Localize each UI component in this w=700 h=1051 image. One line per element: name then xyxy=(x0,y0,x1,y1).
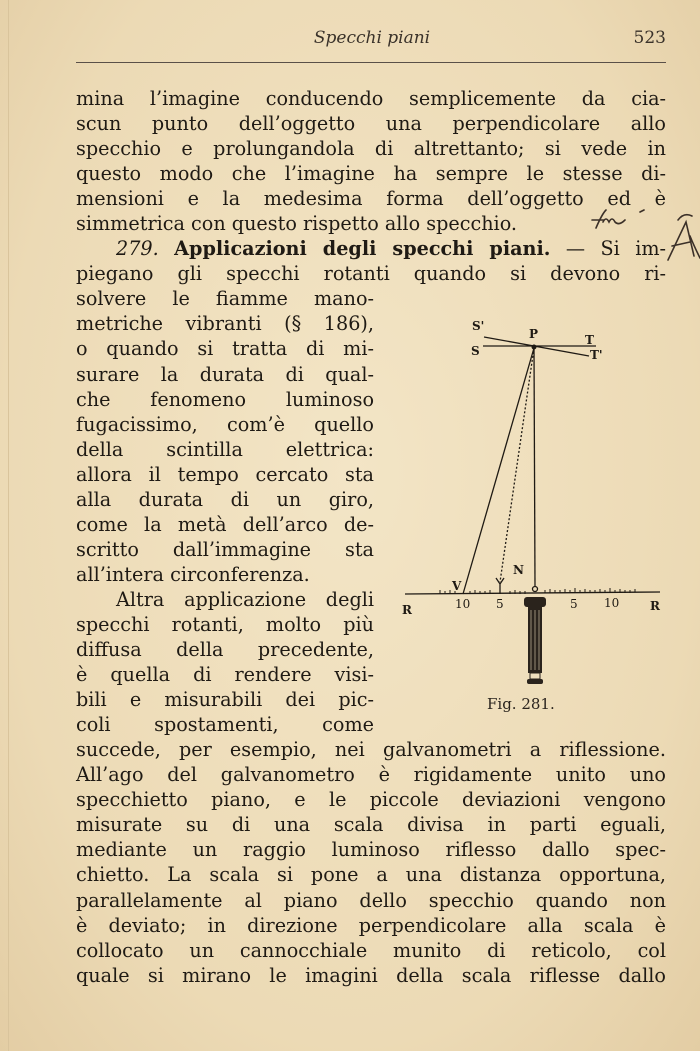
text-line: all’intera circonferenza. xyxy=(76,562,310,586)
text-line: mediante un raggio luminoso riflesso dallo spec- xyxy=(76,838,666,862)
text-line: succede, per esempio, nei galvanometri a riflessione. xyxy=(76,738,666,762)
text-line: specchi rotanti, molto più xyxy=(76,612,374,636)
pivot-point xyxy=(532,345,537,350)
scale-tick-label: 5 xyxy=(570,597,578,611)
text-line: scritto dall’immagine sta xyxy=(76,537,374,561)
text-line: specchio e prolungandola di altrettanto; si vede in xyxy=(76,137,666,161)
text-line: parallelamente al piano dello specchio quando non xyxy=(76,888,666,912)
scale-tick-label: 5 xyxy=(496,597,504,611)
section-number: 279. xyxy=(116,237,159,261)
text-line: chietto. La scala si pone a una distanza opportuna, xyxy=(76,863,666,887)
label-v: V xyxy=(452,579,462,593)
text-line: alla durata di un giro, xyxy=(76,487,374,511)
text-line: specchietto piano, e le piccole deviazioni vengono xyxy=(76,788,666,812)
label-p: P xyxy=(529,327,539,341)
text-line: o quando si tratta di mi- xyxy=(76,337,374,361)
text-line: piegano gli specchi rotanti quando si devono ri- xyxy=(76,262,666,286)
text-line: mina l’imagine conducendo semplicemente da cia- xyxy=(76,87,666,110)
text-line: questo modo che l’imagine ha sempre le stesse di- xyxy=(76,162,666,186)
text-line: mensioni e la medesima forma dell’oggetto ed è xyxy=(76,187,666,211)
text-line: quale si mirano le imagini della scala riflesse dallo xyxy=(76,963,666,987)
text-line: è deviato; in direzione perpendicolare alla scala è xyxy=(76,913,666,937)
scale-line xyxy=(405,592,660,594)
handwritten-annotation xyxy=(592,210,700,260)
scale-tick-label: 10 xyxy=(604,596,620,610)
text-line: solvere le fiamme mano- xyxy=(76,287,374,311)
label-r-right: R xyxy=(650,599,660,613)
label-s: S xyxy=(471,344,480,358)
text-line: bili e misurabili dei pic- xyxy=(76,688,374,712)
running-title: Specchi piani xyxy=(313,28,431,48)
text-line: scun punto dell’oggetto una perpendicolare allo xyxy=(76,112,666,136)
text-line: come la metà dell’arco de- xyxy=(76,512,374,536)
text-line: che fenomeno luminoso xyxy=(76,387,374,411)
section-title: Applicazioni degli specchi piani. xyxy=(174,237,551,261)
ray-p-to-zero xyxy=(534,348,535,586)
zero-mark xyxy=(533,587,538,592)
label-n: N xyxy=(513,563,524,577)
text-line: della scintilla elettrica: xyxy=(76,437,374,461)
text-line: metriche vibranti (§ 186), xyxy=(76,312,374,336)
scale-tick-label: 10 xyxy=(455,597,471,611)
reticle-mark xyxy=(496,578,504,594)
label-r-left: R xyxy=(402,603,412,617)
text-line: allora il tempo cercato sta xyxy=(76,462,374,486)
text-line: coli spostamenti, come xyxy=(76,713,374,737)
text-line: collocato un cannocchiale munito di reticolo, col xyxy=(76,938,666,962)
text-fragment: — Si im- xyxy=(565,237,667,261)
text-line: è quella di rendere visi- xyxy=(76,663,374,687)
label-t-prime: T' xyxy=(590,348,603,362)
text-line: All’ago del galvanometro è rigidamente unito uno xyxy=(76,763,666,787)
label-t: T xyxy=(585,333,594,347)
text-line: surare la durata di qual- xyxy=(76,362,374,386)
page-number: 523 xyxy=(633,28,666,48)
ray-p-to-n-dotted xyxy=(500,348,534,582)
text-line: diffusa della precedente, xyxy=(76,638,374,662)
text-line: misurate su di una scala divisa in parti eguali, xyxy=(76,813,666,837)
text-line: fugacissimo, com’è quello xyxy=(76,412,374,436)
ray-p-to-v xyxy=(463,348,534,594)
figure-caption: Fig. 281. xyxy=(487,695,555,713)
text-line: simmetrica con questo rispetto allo specchio. xyxy=(76,212,518,236)
label-s-prime: S' xyxy=(472,319,485,333)
text-line: Altra applicazione degli xyxy=(116,587,374,611)
